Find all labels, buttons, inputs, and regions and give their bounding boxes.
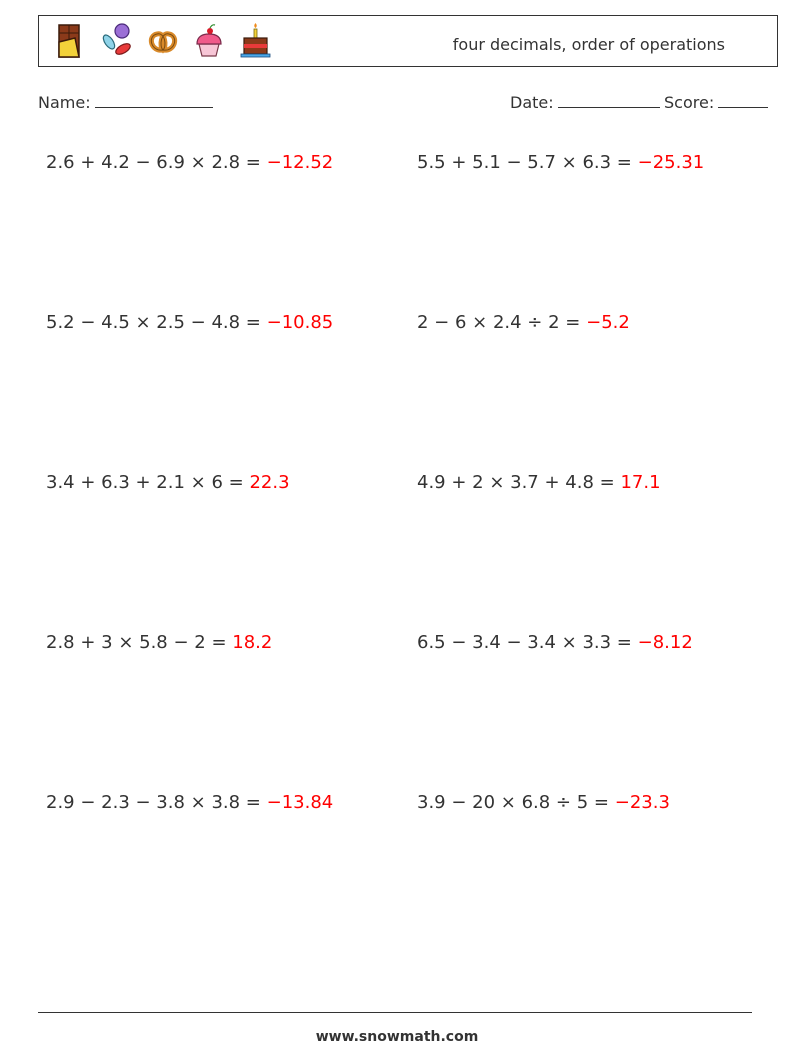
problem-7 [46,632,272,653]
problem-expression: 2.9 − 2.3 − 3.8 × 3.8 = [46,792,261,813]
problem-9 [46,792,333,813]
problem-answer: −12.52 [266,152,334,173]
problem-answer: 17.1 [620,472,661,493]
problem-answer: −23.3 [614,792,670,813]
problem-answer: 18.2 [232,632,273,653]
score-field[interactable] [664,93,768,112]
problem-10 [417,792,670,813]
problem-expression: 4.9 + 2 × 3.7 + 4.8 = [417,472,615,493]
problem-3 [46,312,333,333]
problem-1 [46,152,333,173]
problem-4 [417,312,630,333]
problem-answer: −5.2 [586,312,630,333]
problem-expression: 3.4 + 6.3 + 2.1 × 6 = [46,472,244,493]
problem-5 [46,472,290,493]
problem-answer: −10.85 [266,312,334,333]
problem-expression: 6.5 − 3.4 − 3.4 × 3.3 = [417,632,632,653]
problem-answer: −13.84 [266,792,334,813]
name-label: Name: [38,93,91,112]
problem-expression: 5.5 + 5.1 − 5.7 × 6.3 = [417,152,632,173]
footer-site: www.snowmath.com [315,1029,479,1045]
name-field[interactable] [38,93,213,112]
worksheet-title: four decimals, order of operations [452,35,725,54]
problem-expression: 5.2 − 4.5 × 2.5 − 4.8 = [46,312,261,333]
name-blank[interactable] [95,93,213,108]
score-blank[interactable] [718,93,768,108]
date-blank[interactable] [558,93,660,108]
candies-icon [99,22,135,60]
problem-expression: 2.8 + 3 × 5.8 − 2 = [46,632,227,653]
problem-2 [417,152,704,173]
problem-6 [417,472,661,493]
birthday-cake-icon [237,22,273,60]
pretzel-icon [145,22,181,60]
problem-expression: 2.6 + 4.2 − 6.9 × 2.8 = [46,152,261,173]
problem-answer: 22.3 [249,472,290,493]
cupcake-icon [191,22,227,60]
score-label: Score: [664,93,715,112]
date-label: Date: [510,93,554,112]
problem-8 [417,632,693,653]
problem-expression: 3.9 − 20 × 6.8 ÷ 5 = [417,792,609,813]
problem-answer: −25.31 [637,152,705,173]
chocolate-bar-icon [53,22,89,60]
header-box [38,15,778,67]
header-icons [53,22,273,60]
date-field[interactable] [510,93,660,112]
problem-expression: 2 − 6 × 2.4 ÷ 2 = [417,312,581,333]
problem-answer: −8.12 [637,632,693,653]
footer-divider [38,1012,752,1013]
